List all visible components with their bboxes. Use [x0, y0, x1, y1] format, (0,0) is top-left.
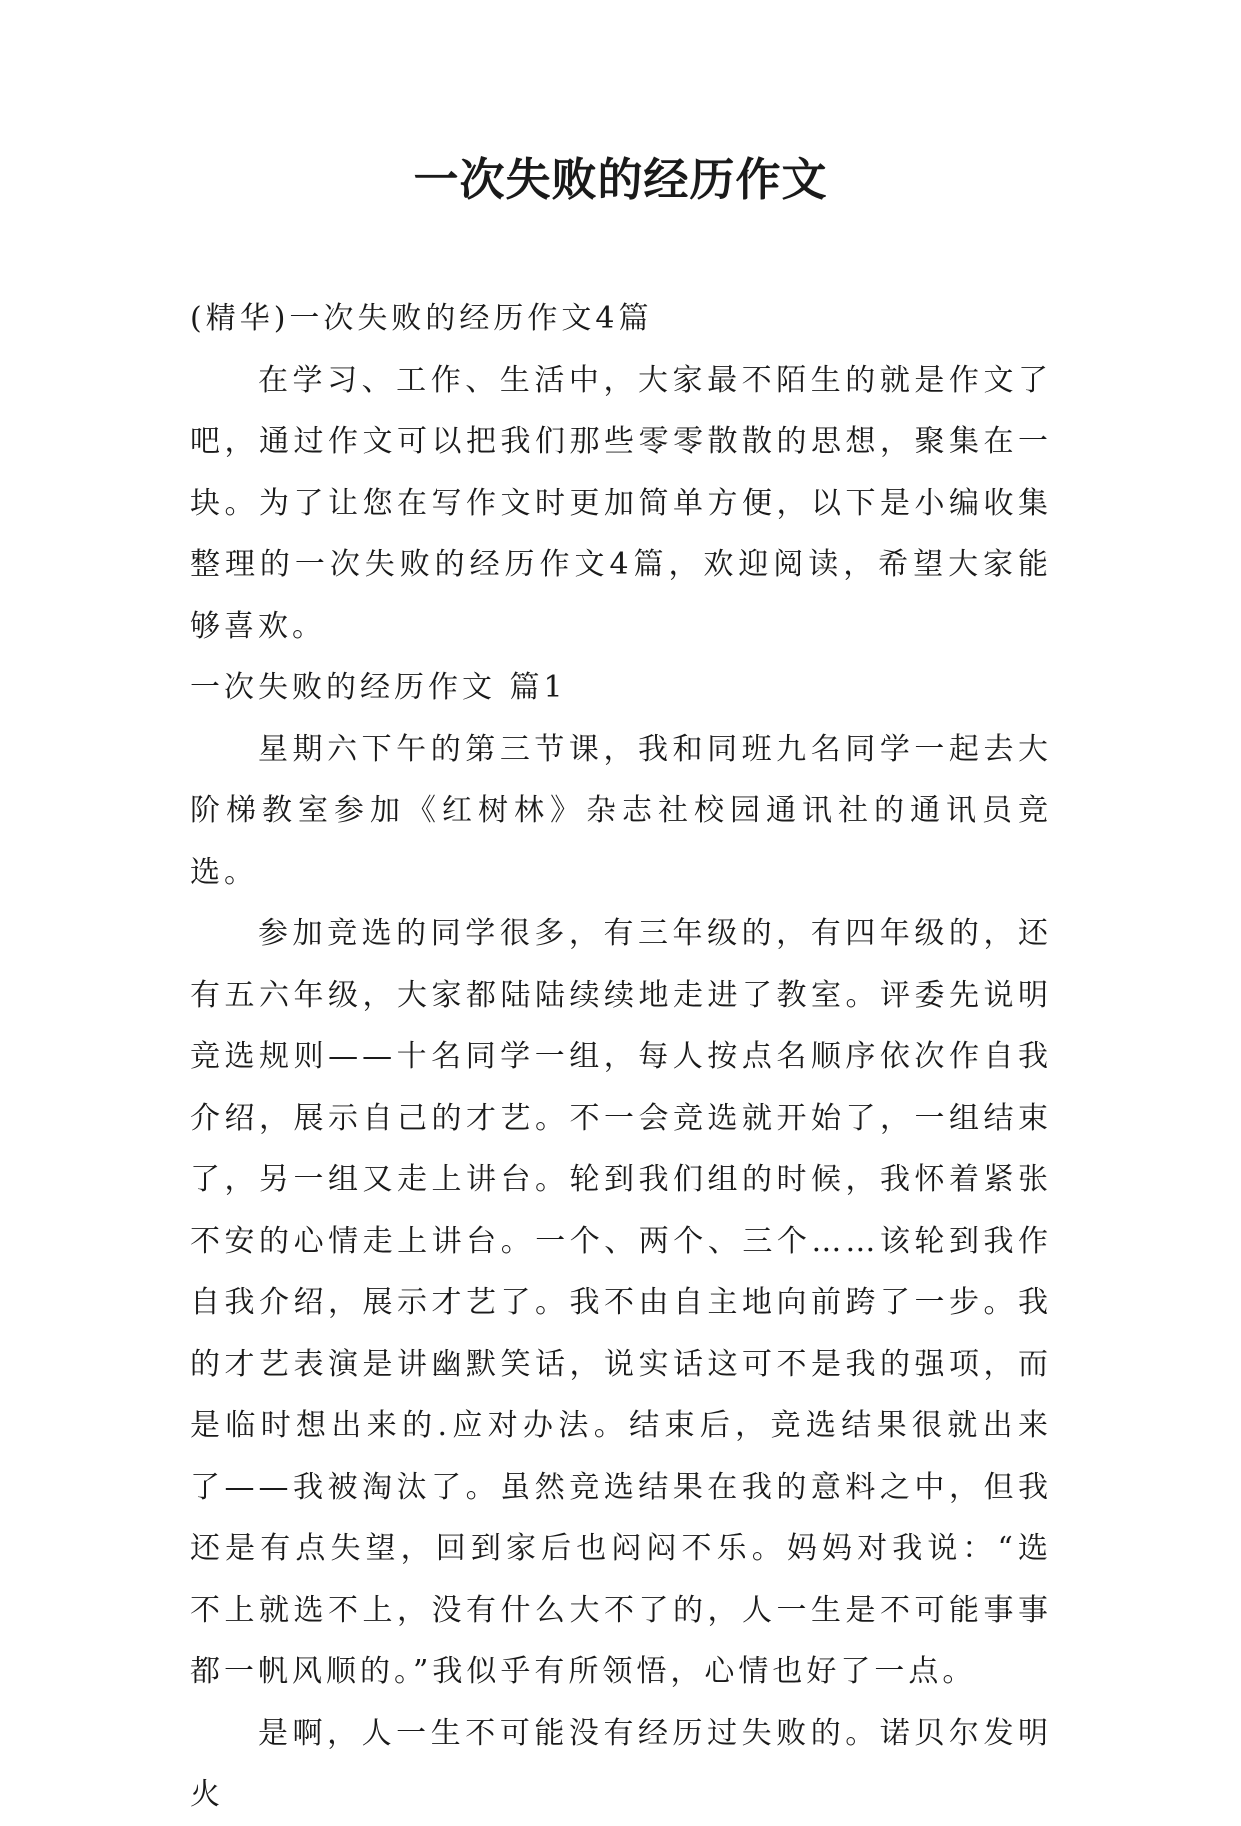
body-paragraph: 参加竞选的同学很多，有三年级的，有四年级的，还有五六年级，大家都陆陆续续地走进了教室。评委先说明竞选规则——十名同学一组，每人按点名顺序依次作自我介绍，展示自己的才艺。不一会竞选就开始了，一组结束了，另一组又走上讲台。轮到我们组的时候，我怀着紧张不安的心情走上讲台。一个、两个、三个……该轮到我作自我介绍，展示才艺了。我不由自主地向前跨了一步。我的才艺表演是讲幽默笑话，说实话这可不是我的强项，而是临时想出来的.应对办法。结束后，竞选结果很就出来了——我被淘汰了。虽然竞选结果在我的意料之中，但我还是有点失望，回到家后也闷闷不乐。妈妈对我说：“选不上就选不上，没有什么大不了的，人一生是不可能事事都一帆风顺的。”我似乎有所领悟，心情也好了一点。	[190, 916, 1052, 1689]
intro-paragraph: 在学习、工作、生活中，大家最不陌生的就是作文了吧，通过作文可以把我们那些零零散散的思想，聚集在一块。为了让您在写作文时更加简单方便，以下是小编收集整理的一次失败的经历作文4篇，欢迎阅读，希望大家能够喜欢。	[190, 362, 1052, 644]
document-body	[190, 288, 1052, 1826]
body-paragraph: 是啊，人一生不可能没有经历过失败的。诺贝尔发明火	[190, 1715, 1052, 1812]
document-title: 一次失败的经历作文	[413, 153, 828, 206]
body-paragraph: 星期六下午的第三节课，我和同班九名同学一起去大阶梯教室参加《红树林》杂志社校园通讯社的通讯员竞选。	[190, 731, 1052, 890]
section-heading: 一次失败的经历作文 篇1	[190, 670, 567, 705]
document-subtitle: (精华)一次失败的经历作文4篇	[190, 301, 653, 336]
